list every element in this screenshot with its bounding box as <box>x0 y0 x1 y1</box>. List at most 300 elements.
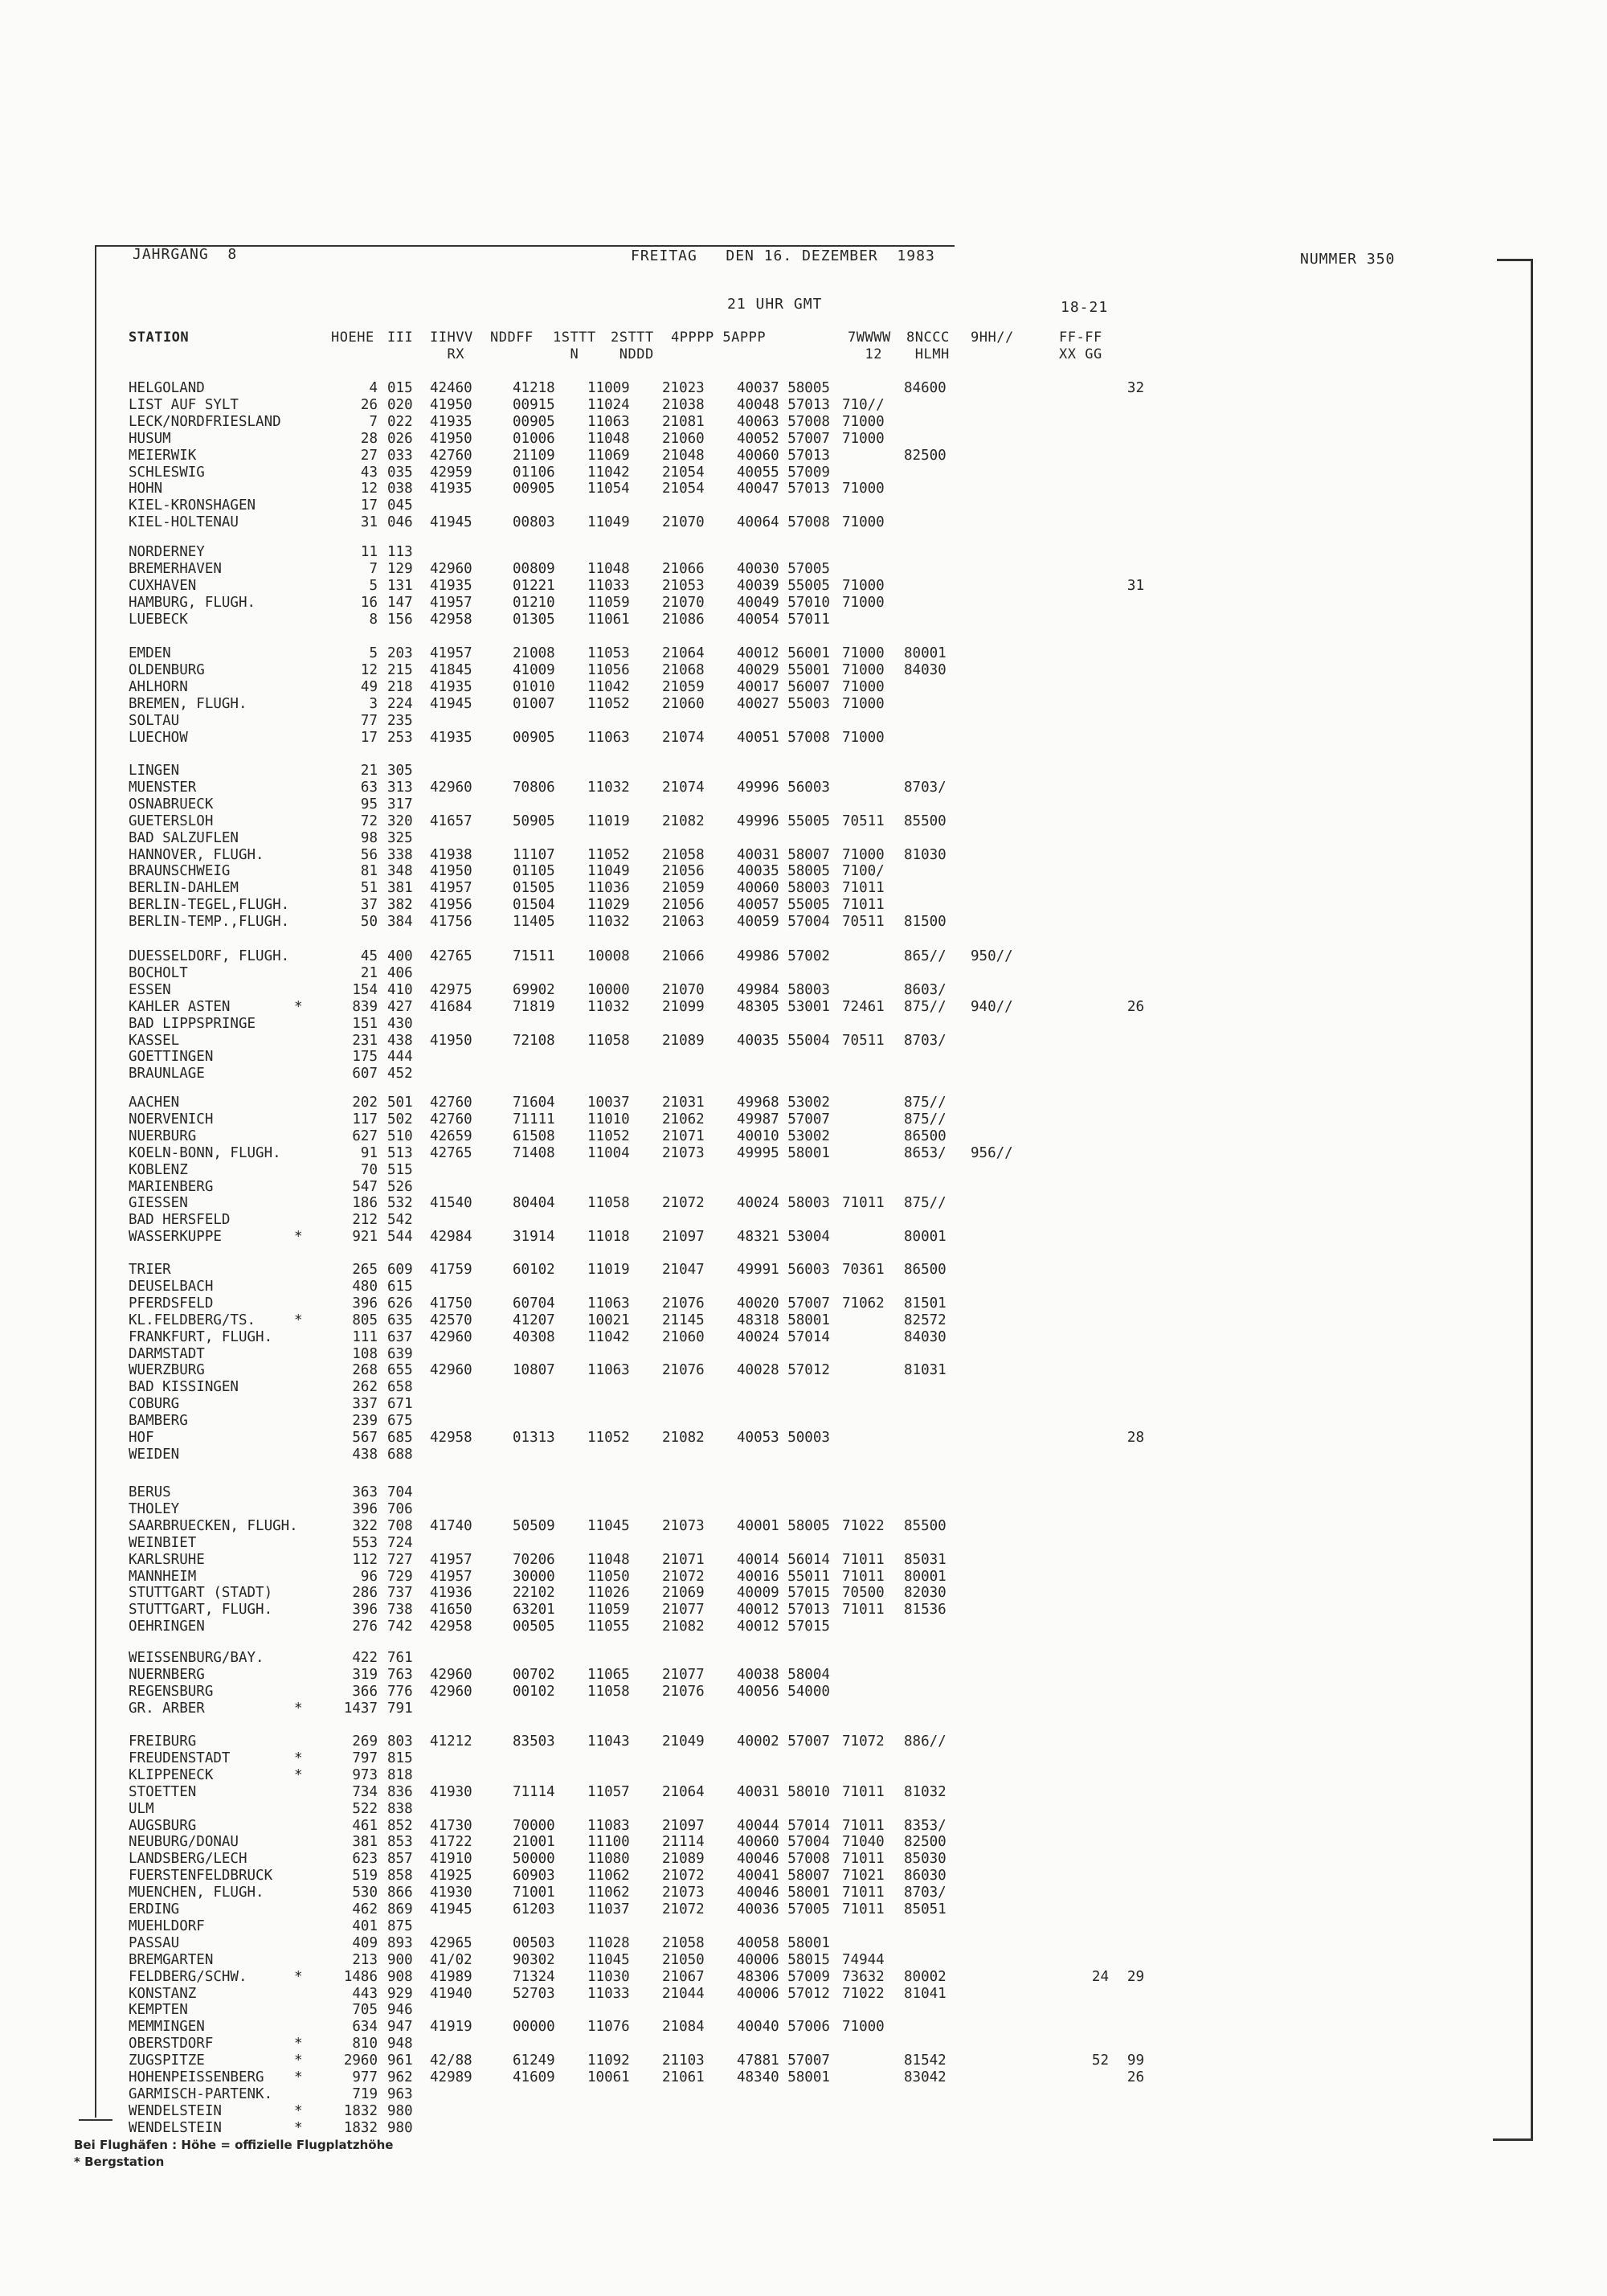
cell-c2: 00809 <box>513 560 555 577</box>
cell-c2: 72108 <box>513 1032 555 1049</box>
cell-c7: 81030 <box>904 846 947 863</box>
cell-c1: 41925 <box>430 1868 472 1885</box>
cell-c5: 40014 56014 <box>737 1551 830 1568</box>
cell-c6: 71011 <box>842 1602 885 1619</box>
cell-c5: 40024 57014 <box>737 1328 830 1345</box>
cell-iii: 147 <box>387 594 413 611</box>
cell-c5: 40017 56007 <box>737 678 830 695</box>
cell-c3: 11056 <box>587 661 630 678</box>
cell-station: FREIBURG <box>129 1733 197 1750</box>
cell-star: * <box>294 1312 303 1328</box>
cell-station: BERLIN-TEMP.,FLUGH. <box>129 914 290 931</box>
cell-iii: 253 <box>387 729 413 746</box>
table-row <box>0 830 1205 847</box>
cell-c6: 7100/ <box>842 863 885 880</box>
cell-iii: 427 <box>387 998 413 1015</box>
cell-c2: 80404 <box>513 1195 555 1212</box>
cell-c4: 21067 <box>662 1968 705 1985</box>
cell-c2: 01221 <box>513 577 555 594</box>
cell-c5: 40031 58010 <box>737 1783 830 1800</box>
cell-c4: 21054 <box>662 464 705 481</box>
cell-hoehe: 17 <box>360 729 378 746</box>
cell-c1: 41950 <box>430 430 472 447</box>
cell-iii: 675 <box>387 1413 413 1430</box>
cell-c7: 81542 <box>904 2052 947 2069</box>
table-row <box>0 1379 1205 1396</box>
cell-c6: 71072 <box>842 1733 885 1750</box>
cell-station: DARMSTADT <box>129 1345 205 1362</box>
cell-c4: 21103 <box>662 2052 705 2069</box>
cell-hoehe: 734 <box>352 1783 378 1800</box>
cell-c2: 31914 <box>513 1229 555 1246</box>
cell-hoehe: 553 <box>352 1534 378 1551</box>
cell-c6: 71000 <box>842 729 885 746</box>
cell-c2: 70206 <box>513 1551 555 1568</box>
cell-c3: 11042 <box>587 678 630 695</box>
cell-station: WENDELSTEIN <box>129 2102 222 2119</box>
table-row <box>0 1767 1205 1784</box>
cell-c3: 11058 <box>587 1195 630 1212</box>
cell-iii: 948 <box>387 2036 413 2052</box>
cell-station: LECK/NORDFRIESLAND <box>129 413 281 430</box>
cell-hoehe: 231 <box>352 1032 378 1049</box>
cell-c3: 11029 <box>587 897 630 914</box>
cell-c6: 71011 <box>842 1551 885 1568</box>
cell-star: * <box>294 2052 303 2069</box>
bracket-right-top <box>1497 259 1533 261</box>
cell-c1: 41957 <box>430 645 472 661</box>
cell-c6: 71000 <box>842 481 885 497</box>
cell-c1: 42765 <box>430 948 472 964</box>
cell-c4: 21076 <box>662 1683 705 1700</box>
cell-hoehe: 268 <box>352 1362 378 1379</box>
cell-hoehe: 12 <box>360 661 378 678</box>
cell-iii: 875 <box>387 1917 413 1934</box>
table-row <box>0 1935 1205 1952</box>
cell-c2: 01313 <box>513 1430 555 1446</box>
cell-iii: 033 <box>387 447 413 464</box>
cell-station: KIEL-HOLTENAU <box>129 514 239 531</box>
cell-c5: 40012 56001 <box>737 645 830 661</box>
cell-iii: 635 <box>387 1312 413 1328</box>
cell-c3: 11048 <box>587 430 630 447</box>
cell-station: KARLSRUHE <box>129 1551 205 1568</box>
table-row <box>0 2103 1205 2120</box>
cell-station: HUSUM <box>129 430 171 447</box>
cell-c2: 60704 <box>513 1295 555 1312</box>
cell-c5: 40037 58005 <box>737 380 830 396</box>
table-row <box>0 1501 1205 1518</box>
cell-iii: 400 <box>387 948 413 964</box>
cell-c6: 71000 <box>842 594 885 611</box>
cell-c7: 886// <box>904 1733 947 1750</box>
cell-hoehe: 519 <box>352 1868 378 1885</box>
table-row <box>0 2086 1205 2103</box>
cell-c1: 41950 <box>430 1032 472 1049</box>
cell-c2: 01305 <box>513 611 555 628</box>
cell-iii: 381 <box>387 880 413 897</box>
cell-c6: 71000 <box>842 645 885 661</box>
cell-hoehe: 21 <box>360 964 378 981</box>
cell-c1: 41945 <box>430 514 472 531</box>
cell-hoehe: 262 <box>352 1379 378 1396</box>
cell-c4: 21058 <box>662 846 705 863</box>
cell-c2: 71324 <box>513 1968 555 1985</box>
cell-c7: 8603/ <box>904 981 947 998</box>
time-range: 18-21 <box>1061 299 1109 316</box>
cell-iii: 946 <box>387 2002 413 2019</box>
cell-station: BAMBERG <box>129 1413 188 1430</box>
cell-c1: 42984 <box>430 1229 472 1246</box>
cell-c5: 40036 57005 <box>737 1901 830 1917</box>
cell-c7: 865// <box>904 948 947 964</box>
table-row <box>0 561 1205 578</box>
cell-station: LUECHOW <box>129 729 188 746</box>
cell-c1: 42960 <box>430 1666 472 1683</box>
cell-c3: 11083 <box>587 1817 630 1834</box>
cell-c4: 21072 <box>662 1195 705 1212</box>
cell-c5: 49987 57007 <box>737 1111 830 1128</box>
cell-iii: 704 <box>387 1484 413 1500</box>
col-hoehe: HOEHE <box>331 329 374 346</box>
cell-station: NORDERNEY <box>129 544 205 560</box>
cell-c3: 11062 <box>587 1885 630 1901</box>
cell-c3: 11033 <box>587 577 630 594</box>
table-row <box>0 497 1205 514</box>
cell-hoehe: 634 <box>352 2019 378 2036</box>
cell-c3: 11036 <box>587 880 630 897</box>
table-row <box>0 1262 1205 1279</box>
cell-c6: 71011 <box>842 1568 885 1585</box>
cell-c1: 41945 <box>430 695 472 712</box>
table-row <box>0 1033 1205 1050</box>
cell-c1: 42958 <box>430 1430 472 1446</box>
cell-hoehe: 28 <box>360 430 378 447</box>
cell-iii: 626 <box>387 1295 413 1312</box>
cell-iii: 325 <box>387 829 413 846</box>
table-row <box>0 612 1205 628</box>
cell-hoehe: 973 <box>352 1766 378 1783</box>
cell-c2: 00905 <box>513 413 555 430</box>
cell-station: OEHRINGEN <box>129 1619 205 1635</box>
cell-c4: 21062 <box>662 1111 705 1128</box>
cell-c2: 60102 <box>513 1262 555 1278</box>
cell-c2: 41207 <box>513 1312 555 1328</box>
cell-c1: 42960 <box>430 1362 472 1379</box>
cell-iii: 637 <box>387 1328 413 1345</box>
table-row <box>0 1619 1205 1635</box>
cell-station: BRAUNSCHWEIG <box>129 863 231 880</box>
cell-iii: 502 <box>387 1111 413 1128</box>
cell-c1: 41945 <box>430 1901 472 1917</box>
cell-gg: 28 <box>1127 1430 1144 1446</box>
cell-c5: 40002 57007 <box>737 1733 830 1750</box>
cell-station: THOLEY <box>129 1500 180 1517</box>
cell-iii: 947 <box>387 2019 413 2036</box>
cell-station: BERLIN-DAHLEM <box>129 880 239 897</box>
cell-c3: 11033 <box>587 1985 630 2002</box>
cell-iii: 688 <box>387 1446 413 1463</box>
cell-c1: 42958 <box>430 611 472 628</box>
cell-c8: 956// <box>971 1144 1013 1161</box>
cell-c5: 40038 58004 <box>737 1666 830 1683</box>
cell-iii: 838 <box>387 1800 413 1817</box>
cell-iii: 685 <box>387 1430 413 1446</box>
table-row <box>0 1535 1205 1552</box>
cell-c2: 41609 <box>513 2069 555 2085</box>
cell-c7: 8703/ <box>904 1885 947 1901</box>
cell-c4: 21071 <box>662 1128 705 1144</box>
cell-hoehe: 839 <box>352 998 378 1015</box>
cell-iii: 980 <box>387 2119 413 2136</box>
cell-hoehe: 409 <box>352 1934 378 1951</box>
cell-iii: 046 <box>387 514 413 531</box>
cell-c2: 21001 <box>513 1834 555 1851</box>
cell-station: HANNOVER, FLUGH. <box>129 846 264 863</box>
cell-c1: 41/02 <box>430 1951 472 1968</box>
cell-c2: 00102 <box>513 1683 555 1700</box>
cell-c4: 21072 <box>662 1568 705 1585</box>
cell-star: * <box>294 2069 303 2085</box>
cell-station: ULM <box>129 1800 154 1817</box>
cell-c2: 00915 <box>513 396 555 413</box>
cell-c6: 70361 <box>842 1262 885 1278</box>
cell-c5: 40046 57008 <box>737 1851 830 1868</box>
cell-iii: 452 <box>387 1066 413 1083</box>
cell-c1: 42/88 <box>430 2052 472 2069</box>
cell-c2: 11107 <box>513 846 555 863</box>
cell-c5: 40006 57012 <box>737 1985 830 2002</box>
table-row <box>0 948 1205 965</box>
table-row <box>0 1818 1205 1835</box>
cell-iii: 438 <box>387 1032 413 1049</box>
cell-c5: 48306 57009 <box>737 1968 830 1985</box>
col-nddff: NDDFF <box>490 329 534 346</box>
cell-c2: 21109 <box>513 447 555 464</box>
cell-station: MANNHEIM <box>129 1568 197 1585</box>
cell-hoehe: 17 <box>360 497 378 514</box>
cell-c2: 71408 <box>513 1144 555 1161</box>
cell-c3: 11024 <box>587 396 630 413</box>
cell-c3: 10021 <box>587 1312 630 1328</box>
cell-c1: 41750 <box>430 1295 472 1312</box>
cell-iii: 893 <box>387 1934 413 1951</box>
cell-c7: 80002 <box>904 1968 947 1985</box>
cell-station: FUERSTENFELDBRUCK <box>129 1868 273 1885</box>
cell-station: MEIERWIK <box>129 447 197 464</box>
cell-iii: 113 <box>387 544 413 560</box>
cell-station: MARIENBERG <box>129 1178 214 1195</box>
col-8nccc: 8NCCC HLMH <box>906 329 950 362</box>
table-row <box>0 481 1205 497</box>
cell-hoehe: 1437 <box>343 1700 378 1717</box>
cell-hoehe: 63 <box>360 779 378 796</box>
cell-station: FREUDENSTADT <box>129 1750 231 1766</box>
cell-c6: 70511 <box>842 812 885 829</box>
cell-hoehe: 96 <box>360 1568 378 1585</box>
cell-c1: 42659 <box>430 1128 472 1144</box>
cell-c4: 21038 <box>662 396 705 413</box>
table-row <box>0 1049 1205 1066</box>
cell-iii: 410 <box>387 981 413 998</box>
cell-c4: 21073 <box>662 1517 705 1534</box>
cell-station: BAD SALZUFLEN <box>129 829 239 846</box>
cell-c3: 11032 <box>587 914 630 931</box>
cell-c5: 48318 58001 <box>737 1312 830 1328</box>
cell-iii: 501 <box>387 1095 413 1111</box>
cell-c3: 11049 <box>587 514 630 531</box>
cell-c4: 21031 <box>662 1095 705 1111</box>
cell-c4: 21082 <box>662 1430 705 1446</box>
cell-hoehe: 480 <box>352 1278 378 1295</box>
cell-hoehe: 8 <box>369 611 378 628</box>
cell-iii: 348 <box>387 863 413 880</box>
cell-station: NOERVENICH <box>129 1111 214 1128</box>
cell-c7: 86500 <box>904 1128 947 1144</box>
cell-station: KLIPPENECK <box>129 1766 214 1783</box>
cell-c2: 21008 <box>513 645 555 661</box>
cell-station: GR. ARBER <box>129 1700 205 1717</box>
table-row <box>0 2069 1205 2086</box>
bracket-right-vertical <box>1531 259 1533 2141</box>
cell-station: MUENCHEN, FLUGH. <box>129 1885 264 1901</box>
cell-iii: 526 <box>387 1178 413 1195</box>
table-row <box>0 1552 1205 1569</box>
cell-c7: 875// <box>904 1111 947 1128</box>
cell-c4: 21044 <box>662 1985 705 2002</box>
cell-station: GUETERSLOH <box>129 812 214 829</box>
cell-iii: 671 <box>387 1396 413 1413</box>
cell-station: STUTTGART, FLUGH. <box>129 1602 273 1619</box>
cell-c3: 11019 <box>587 1262 630 1278</box>
cell-hoehe: 422 <box>352 1650 378 1666</box>
cell-c4: 21063 <box>662 914 705 931</box>
cell-c4: 21074 <box>662 729 705 746</box>
cell-c5: 49984 58003 <box>737 981 830 998</box>
cell-iii: 338 <box>387 846 413 863</box>
cell-c4: 21056 <box>662 863 705 880</box>
cell-iii: 655 <box>387 1362 413 1379</box>
footnote-airport-height: Bei Flughäfen : Höhe = offizielle Flugplatzhöhe <box>74 2138 394 2152</box>
cell-c4: 21060 <box>662 1328 705 1345</box>
cell-hoehe: 4 <box>369 380 378 396</box>
cell-c7: 875// <box>904 1095 947 1111</box>
cell-c1: 41935 <box>430 678 472 695</box>
cell-hoehe: 396 <box>352 1602 378 1619</box>
cell-c4: 21082 <box>662 812 705 829</box>
table-row <box>0 1295 1205 1312</box>
cell-c1: 41650 <box>430 1602 472 1619</box>
cell-hoehe: 112 <box>352 1551 378 1568</box>
table-row <box>0 1279 1205 1295</box>
cell-station: GIESSEN <box>129 1195 188 1212</box>
cell-station: OLDENBURG <box>129 661 205 678</box>
cell-c4: 21023 <box>662 380 705 396</box>
table-row <box>0 448 1205 465</box>
cell-c4: 21059 <box>662 678 705 695</box>
cell-c4: 21054 <box>662 481 705 497</box>
cell-station: FRANKFURT, FLUGH. <box>129 1328 273 1345</box>
cell-hoehe: 396 <box>352 1295 378 1312</box>
cell-hoehe: 797 <box>352 1750 378 1766</box>
cell-c3: 11045 <box>587 1517 630 1534</box>
cell-c1: 41740 <box>430 1517 472 1534</box>
cell-c5: 40009 57015 <box>737 1585 830 1602</box>
cell-c4: 21060 <box>662 695 705 712</box>
cell-c3: 11052 <box>587 1128 630 1144</box>
cell-c7: 86500 <box>904 1262 947 1278</box>
table-row <box>0 1885 1205 1901</box>
cell-c5: 49995 58001 <box>737 1144 830 1161</box>
cell-c7: 80001 <box>904 1229 947 1246</box>
cell-c4: 21099 <box>662 998 705 1015</box>
col-2sttt: 2STTT NDDD <box>611 329 654 362</box>
table-row <box>0 1851 1205 1868</box>
cell-iii: 510 <box>387 1128 413 1144</box>
cell-c6: 71040 <box>842 1834 885 1851</box>
cell-c2: 01006 <box>513 430 555 447</box>
cell-c1: 41756 <box>430 914 472 931</box>
cell-hoehe: 37 <box>360 897 378 914</box>
cell-hoehe: 2960 <box>343 2052 378 2069</box>
cell-c5: 40030 57005 <box>737 560 830 577</box>
cell-hoehe: 5 <box>369 645 378 661</box>
cell-c5: 40060 57013 <box>737 447 830 464</box>
cell-hoehe: 443 <box>352 1985 378 2002</box>
table-row <box>0 1145 1205 1162</box>
cell-star: * <box>294 1766 303 1783</box>
cell-c2: 70000 <box>513 1817 555 1834</box>
table-row <box>0 1801 1205 1818</box>
table-row <box>0 2019 1205 2036</box>
table-row <box>0 1212 1205 1229</box>
cell-c4: 21068 <box>662 661 705 678</box>
cell-c4: 21061 <box>662 2069 705 2085</box>
cell-c8: 950// <box>971 948 1013 964</box>
cell-station: BERLIN-TEGEL,FLUGH. <box>129 897 290 914</box>
cell-hoehe: 438 <box>352 1446 378 1463</box>
cell-c2: 00505 <box>513 1619 555 1635</box>
cell-c5: 40049 57010 <box>737 594 830 611</box>
cell-c5: 40016 55011 <box>737 1568 830 1585</box>
footnote-mountain-station: * Bergstation <box>74 2155 165 2169</box>
cell-hoehe: 530 <box>352 1885 378 1901</box>
cell-c3: 11042 <box>587 1328 630 1345</box>
cell-hoehe: 1486 <box>343 1968 378 1985</box>
cell-iii: 836 <box>387 1783 413 1800</box>
cell-c1: 41684 <box>430 998 472 1015</box>
cell-iii: 852 <box>387 1817 413 1834</box>
cell-c5: 40064 57008 <box>737 514 830 531</box>
cell-gg: 29 <box>1127 1968 1144 1985</box>
cell-c5: 40012 57013 <box>737 1602 830 1619</box>
cell-c3: 11069 <box>587 447 630 464</box>
cell-c1: 41722 <box>430 1834 472 1851</box>
cell-c4: 21058 <box>662 1934 705 1951</box>
cell-iii: 038 <box>387 481 413 497</box>
cell-star: * <box>294 2119 303 2136</box>
cell-hoehe: 70 <box>360 1161 378 1178</box>
cell-iii: 727 <box>387 1551 413 1568</box>
cell-iii: 615 <box>387 1278 413 1295</box>
col-pressure: 4PPPP 5APPP <box>671 329 767 346</box>
table-row <box>0 696 1205 713</box>
cell-station: HOHN <box>129 481 163 497</box>
cell-iii: 544 <box>387 1229 413 1246</box>
table-row <box>0 645 1205 662</box>
cell-iii: 708 <box>387 1517 413 1534</box>
cell-c6: 71011 <box>842 897 885 914</box>
